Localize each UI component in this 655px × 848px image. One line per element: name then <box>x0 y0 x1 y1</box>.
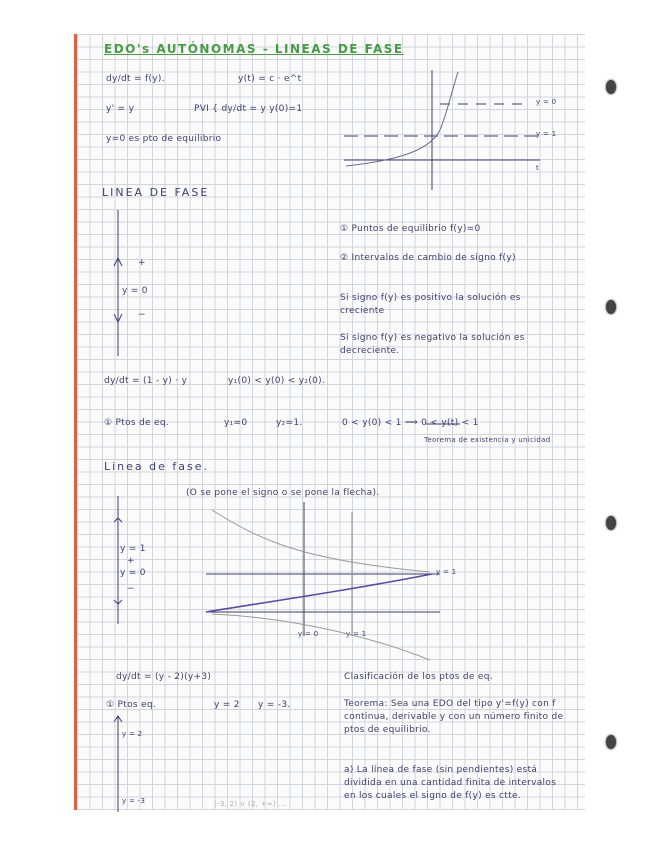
graph1-label-t: t <box>536 164 540 172</box>
page-title: EDO's AUTÓNOMAS - LINEAS DE FASE <box>104 42 404 56</box>
equilibrium-y2: y₂=1. <box>276 418 303 428</box>
phase1-y0: y = 0 <box>122 286 148 296</box>
faint-interval-note: (-3, 2) ∪ (2, +∞) ... <box>214 800 287 808</box>
phase2-plus: + <box>127 556 135 566</box>
ode-example: y' = y <box>106 104 135 114</box>
note-sign-intervals: ② Intervalos de cambio de signo f(y) <box>340 253 516 263</box>
linea-fase-2-heading: Linea de fase. <box>104 460 210 473</box>
general-solution: y(t) = c · e^t <box>238 74 302 84</box>
ode-quadratic: dy/dt = (y - 2)(y+3) <box>116 672 212 682</box>
graph2-label-x1: y = 1 <box>346 630 367 638</box>
theorem-reference: Teorema de existencia y unicidad <box>424 436 551 444</box>
phase2-minus: − <box>127 584 135 594</box>
note-negative-sign: Si signo f(y) es negativo la solución es decreciente. <box>340 333 525 356</box>
initial-value-problem: PVI { dy/dt = y y(0)=1 <box>194 104 303 114</box>
phase-line-statement: a) La línea de fase (sin pendientes) está dividida en una cantidad finita de intervalos en los cuales el signo de f(y) es ctte. <box>344 765 557 801</box>
bounded-implication: 0 < y(0) < 1 ⟹ 0 < y(t) < 1 <box>342 418 479 428</box>
equilibrium-y1: y₁=0 <box>224 418 248 428</box>
equilibrium-note: y=0 es pto de equilibrio <box>106 134 222 144</box>
equilibrium-points-label-2: ① Ptos eq. <box>106 700 157 710</box>
equilibrium-y3-value: y = -3. <box>258 700 291 710</box>
graph1-label-y0: y = 0 <box>536 98 557 106</box>
ode-definition: dy/dt = f(y). <box>106 74 165 84</box>
theorem-statement: Teorema: Sea una EDO del tipo y'=f(y) con f continua, derivable y con un número finito de ptos de equilibrio. <box>344 699 564 735</box>
equilibrium-y2-value: y = 2 <box>214 700 240 710</box>
logistic-ode: dy/dt = (1 - y) · y <box>104 376 188 386</box>
equilibrium-points-label: ① Ptos de eq. <box>104 418 170 428</box>
linea-fase-heading: LINEA DE FASE <box>102 186 210 199</box>
phase1-minus: − <box>138 310 146 320</box>
phase2-y1: y = 1 <box>120 544 146 554</box>
classification-heading: Clasificación de los ptos de eq. <box>344 672 493 682</box>
graph2-label-x0: y = 0 <box>298 630 319 638</box>
phase3-y3: y = -3 <box>122 797 146 805</box>
graph1-label-y1: y = 1 <box>536 130 557 138</box>
graph2-curve-below <box>212 614 430 660</box>
initial-inequality: y₁(0) < y(0) < y₂(0). <box>228 376 326 386</box>
note-equilibrium-points: ① Puntos de equilibrio f(y)=0 <box>340 224 481 234</box>
graph2-curve-above <box>212 510 430 572</box>
graph2-curve-between <box>206 574 432 612</box>
note-positive-sign: Si signo f(y) es positivo la solución es creciente <box>340 293 521 316</box>
linea-fase-2-note: (O se pone el signo o se pone la flecha). <box>186 488 380 498</box>
phase3-y2: y = 2 <box>122 730 143 738</box>
phase2-y0: y = 0 <box>120 568 146 578</box>
phase1-plus: + <box>138 258 146 268</box>
graph2-label-y1: y = 1 <box>436 568 457 576</box>
graph1-exp-curve <box>346 72 458 166</box>
